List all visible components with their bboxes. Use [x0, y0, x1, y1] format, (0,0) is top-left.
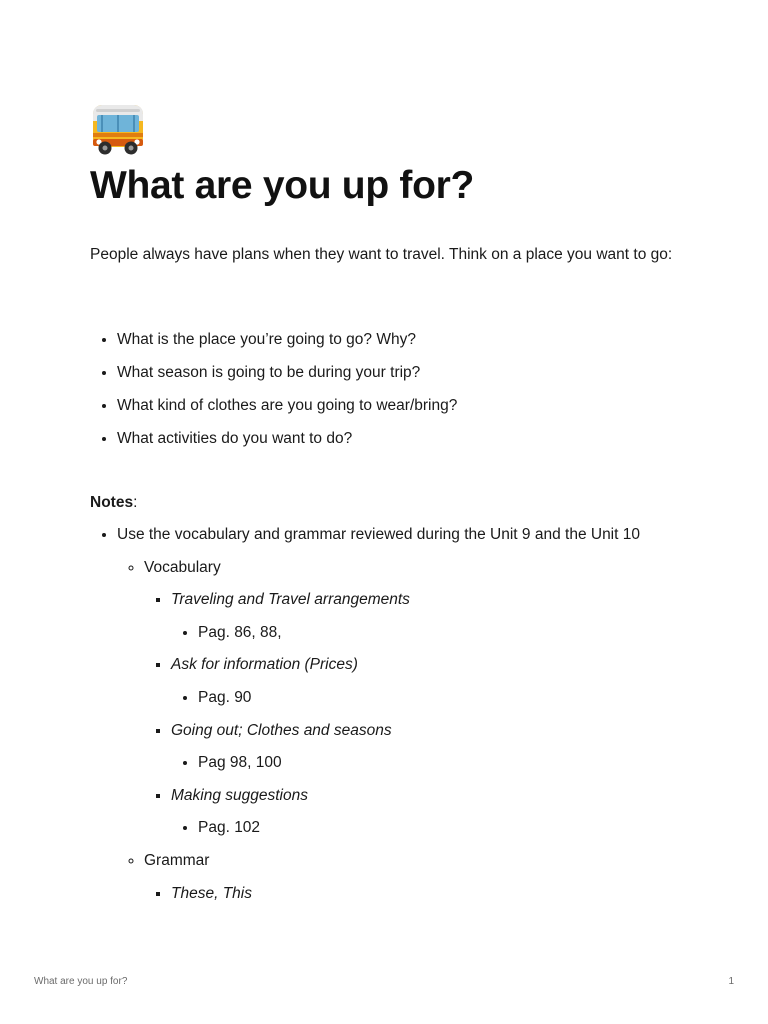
topic-name: ▪ These, This [171, 884, 252, 902]
list-item: • What season is going to be during your trip? [117, 361, 457, 394]
notes-suffix: : [133, 494, 138, 511]
topic-pages [171, 621, 640, 654]
notes-main-text: • Use the vocabulary and grammar reviewed during the Unit 9 and the Unit 10 [117, 526, 640, 543]
topic-page: • Pag. 102 [198, 819, 261, 837]
list-item: • What kind of clothes are you going to wear/bring? [117, 394, 457, 427]
notes-sublist [117, 556, 640, 915]
footer-title: What are you up for? [34, 976, 128, 987]
list-item [198, 751, 640, 784]
list-item [117, 523, 640, 914]
list-item [144, 556, 640, 849]
list-item [198, 621, 640, 654]
list-item [171, 882, 640, 915]
notes-label: Notes [90, 494, 134, 511]
topic-page: • Pag. 90 [198, 688, 252, 706]
list-item [171, 719, 640, 784]
topic-name: ▪ Ask for information (Prices) [171, 656, 358, 674]
notes-heading [90, 491, 137, 514]
list-item: • What activities do you want to do? [117, 427, 457, 460]
topic-page: • Pag. 86, 88, [198, 623, 282, 641]
list-item [171, 588, 640, 653]
list-item [171, 653, 640, 718]
topic-page: • Pag 98, 100 [198, 754, 282, 772]
vocabulary-label: ◦ Vocabulary [144, 558, 221, 576]
topic-name: ▪ Going out; Clothes and seasons [171, 721, 392, 739]
topic-pages [171, 751, 640, 784]
list-item [198, 686, 640, 719]
list-item: • What is the place you’re going to go? Why? [117, 328, 457, 361]
grammar-label: ◦ Grammar [144, 851, 210, 869]
notes-list [90, 523, 640, 914]
intro-paragraph: People always have plans when they want to travel. Think on a place you want to go: [90, 246, 673, 263]
topic-pages [171, 816, 640, 849]
list-item [144, 849, 640, 914]
grammar-topics [144, 882, 640, 915]
page-title: What are you up for? [90, 164, 475, 207]
page-number: 1 [728, 976, 734, 987]
question-list [90, 328, 457, 460]
topic-pages [171, 686, 640, 719]
list-item [171, 784, 640, 849]
list-item [198, 816, 640, 849]
topic-name: ▪ Traveling and Travel arrangements [171, 591, 410, 609]
topic-name: ▪ Making suggestions [171, 786, 308, 804]
bus-icon [90, 102, 146, 156]
vocabulary-topics [144, 588, 640, 849]
